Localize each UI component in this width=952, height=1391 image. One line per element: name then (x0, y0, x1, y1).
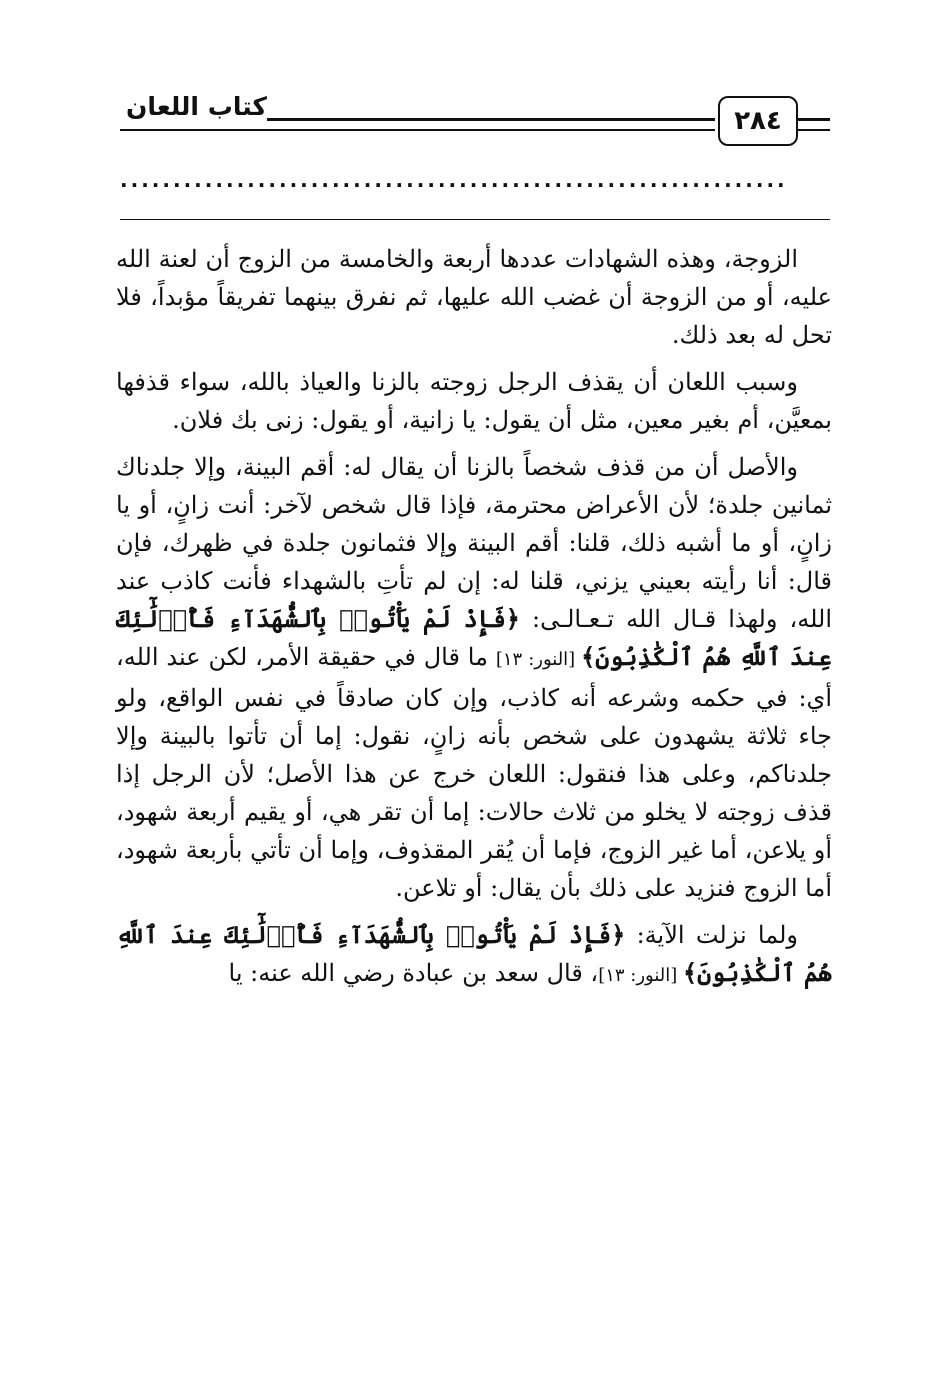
paragraph-2 (116, 363, 832, 439)
verse-reference: [النور: ١٣] (495, 649, 582, 670)
quran-verse: ﴿فَإِذْ لَمْ يَأْتُوا۟ بِٱلشُّهَدَآءِ فَأُو۟لَٰٓئِكَ عِندَ ٱللَّهِ هُمُ ٱلْكَٰذِبُونَ﴾ (116, 604, 832, 671)
text-segment: ولما نزلت الآية: (625, 921, 798, 949)
paragraph-1 (116, 240, 832, 354)
paragraph-3 (116, 448, 832, 907)
separator-line (120, 219, 830, 220)
header-rule-right (796, 118, 830, 131)
page-number-badge (718, 96, 798, 146)
page-number: ٢٨٤ (734, 106, 782, 136)
verse-reference: [النور: ١٣] (598, 965, 684, 986)
page-header (120, 92, 830, 152)
quran-verse: ﴿فَإِذْ لَمْ يَأْتُوا۟ بِٱلشُّهَدَآءِ فَأُو۟لَٰٓئِكَ عِندَ ٱللَّهِ هُمُ ٱلْكَٰذِبُونَ﴾ (116, 920, 832, 987)
footnote-dots: ............................................................... (120, 168, 788, 192)
text-segment: وسبب اللعان أن يقذف الرجل زوجته بالزنا والعياذ بالله، سواء قذفها بمعيَّن، أم بغير معين، مثل أن يقول: يا زانية، أو يقول: زنى بك فلان. (116, 368, 832, 434)
text-segment: ما قال في حقيقة الأمر، لكن عند الله، أي: في حكمه وشرعه أنه كاذب، وإن كان صادقاً في نفس الواقع، ولو جاء ثلاثة يشهدون على شخص بأنه زانٍ، نقول: إما أن تأتوا بالبينة وإلا جلدناكم، وعلى هذا فنقول: اللعان خرج عن هذا الأصل؛ لأن الرجل إذا قذف زوجته لا يخلو من ثلاث حالات: إما أن تقر هي، أو يقيم أربعة شهود، أو يلاعن، أما غير الزوج، فإما أن يُقر المقذوف، وإما أن تأتي بأربعة شهود، أما الزوج فنزيد على ذلك بأن يقال: أو تلاعن. (116, 643, 832, 902)
text-segment: والأصل أن من قذف شخصاً بالزنا أن يقال له: أقم البينة، وإلا جلدناك ثمانين جلدة؛ لأن الأعراض محترمة، فإذا قال شخص لآخر: أنت زانٍ، أو يا زانٍ، أو ما أشبه ذلك، قلنا: أقم البينة وإلا فثمانون جلدة في ظهرك، فإن قال: أنا رأيته بعيني يزني، قلنا له: إن لم تأتِ بالشهداء فأنت كاذب عند الله، ولهذا قـال الله تـعـالـى: (116, 453, 833, 633)
book-title: كتاب اللعان (120, 92, 267, 121)
text-segment: ، قال سعد بن عبادة رضي الله عنه: يا (228, 959, 599, 987)
body-text (116, 240, 832, 1004)
text-segment: الزوجة، وهذه الشهادات عددها أربعة والخامسة من الزوج أن لعنة الله عليه، أو من الزوجة أن غضب الله عليها، ثم نفرق بينهما تفريقاً مؤبداً، فلا تحل له بعد ذلك. (116, 245, 832, 349)
paragraph-4 (116, 916, 832, 995)
